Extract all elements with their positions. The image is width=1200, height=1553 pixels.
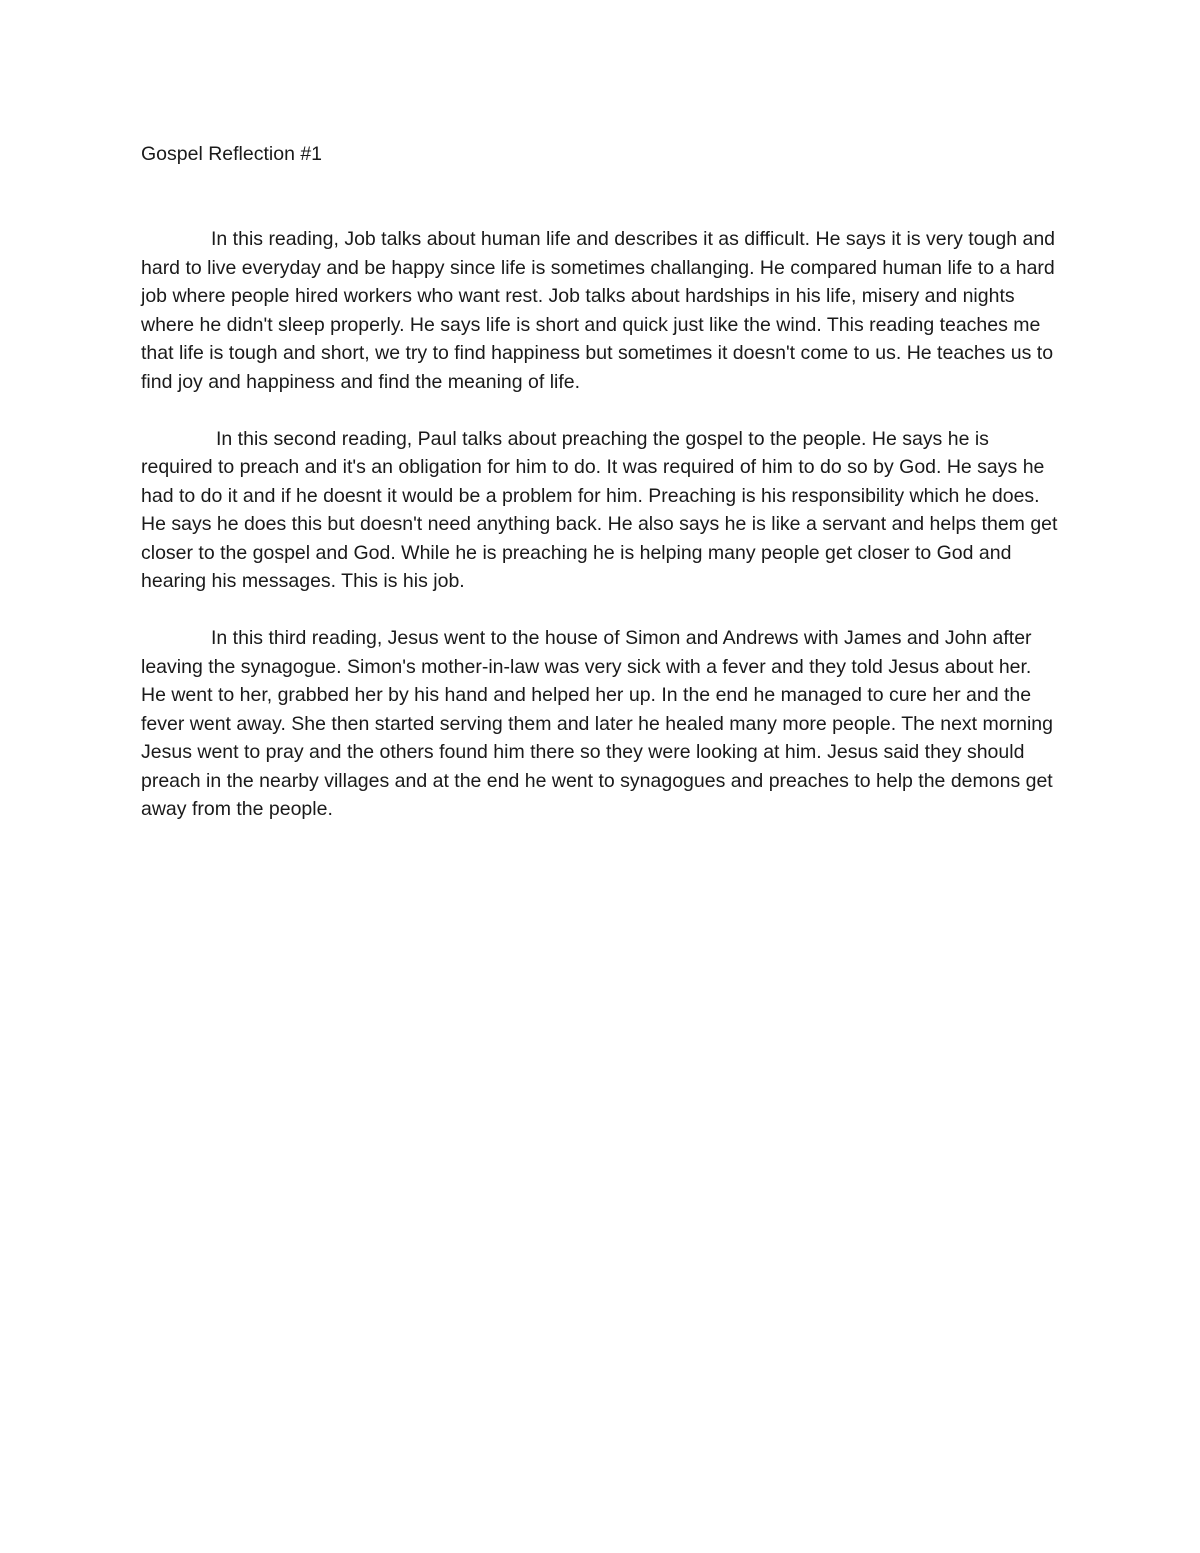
paragraph-second-reading: In this second reading, Paul talks about preaching the gospel to the people. He says he is required to preach and it's an obligation for him to do. It was required of him to do so by God. He says he had to do it and if he doesnt it would be a problem for him. Preaching is his responsibility which he does. He says he does this but doesn't need anything back. He also says he is like a servant and helps them get closer to the gospel and God. While he is preaching he is helping many people get closer to God and hearing his messages. This is his job. xyxy=(141,427,1058,592)
document-body xyxy=(141,140,1061,852)
document-title: Gospel Reflection #1 xyxy=(141,143,323,165)
paragraph-first-reading: In this reading, Job talks about human life and describes it as difficult. He says it is very tough and hard to live everyday and be happy since life is sometimes challanging. He compared human life to a hard job where people hired workers who want rest. Job talks about hardships in his life, misery and nights where he didn't sleep properly. He says life is short and quick just like the wind. This reading teaches me that life is tough and short, we try to find happiness but sometimes it doesn't come to us. He teaches us to find joy and happiness and find the meaning of life. xyxy=(141,228,1056,393)
paragraph-third-reading: In this third reading, Jesus went to the house of Simon and Andrews with James and John after leaving the synagogue. Simon's mother-in-law was very sick with a fever and they told Jesus about her. He went to her, grabbed her by his hand and helped her up. In the end he managed to cure her and the fever went away. She then started serving them and later he healed many more people. The next morning Jesus went to pray and the others found him there so they were looking at him. Jesus said they should preach in the nearby villages and at the end he went to synagogues and preaches to help the demons get away from the people. xyxy=(141,627,1053,820)
